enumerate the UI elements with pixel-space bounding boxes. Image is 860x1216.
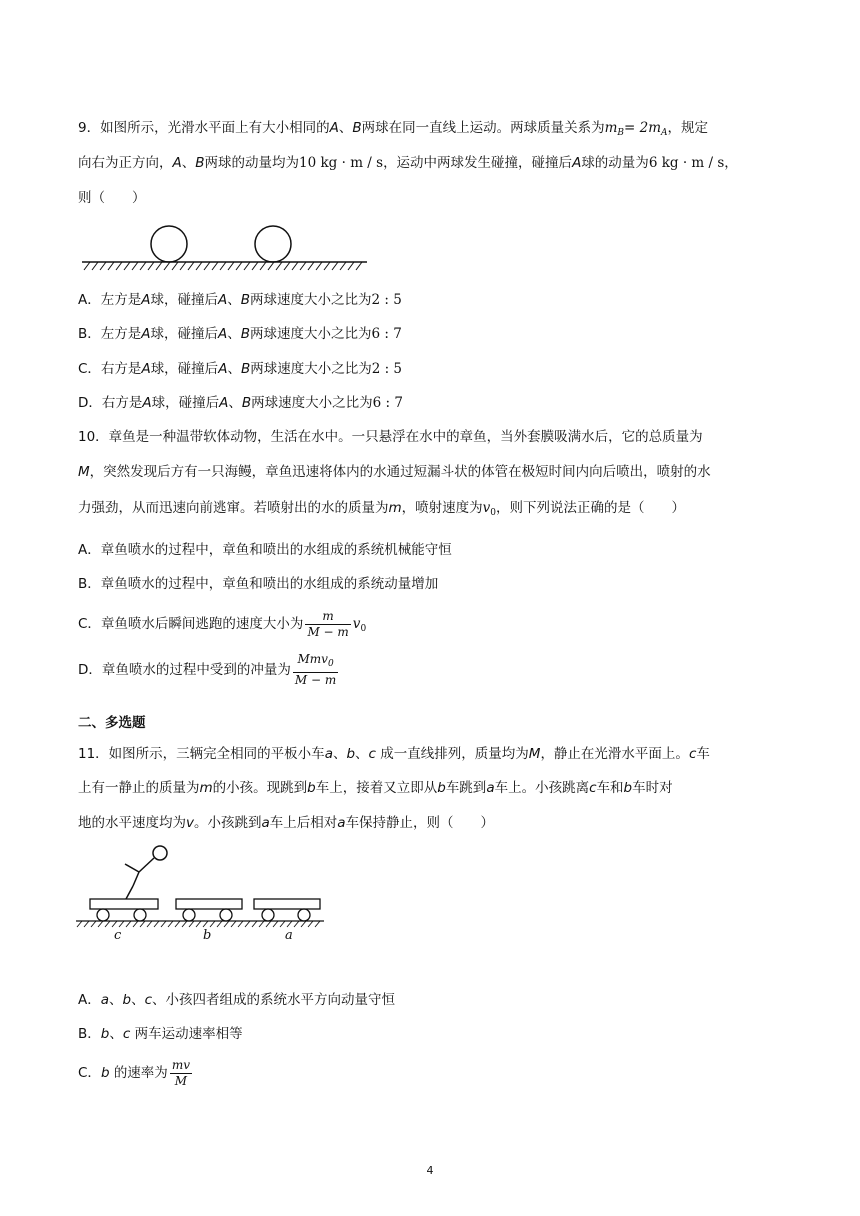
q11-figure-carts-and-child — [76, 842, 331, 942]
q9-option-c[interactable]: C．右方是A球，碰撞后A、B两球速度大小之比为2 : 5 — [78, 361, 403, 377]
q10-d-fraction: $\frac{Mmv_0}{M - m}$ — [294, 652, 337, 687]
q10-option-c[interactable]: C．章鱼喷水后瞬间逃跑的速度大小为 $\frac{m}{M - m}$ $v_0$ — [78, 608, 367, 639]
q11-c-fraction: $\frac{mv}{M}$ — [171, 1057, 190, 1088]
q11-option-c[interactable]: C．b 的速率为 $\frac{mv}{M}$ — [78, 1057, 190, 1088]
q10-stem-line3: 力强劲，从而迅速向前逃窜。若喷射出的水的质量为m，喷射速度为$v_0$，则下列说法正确的是（ ） — [78, 500, 686, 518]
ground-hatching — [77, 921, 320, 927]
q9-figure-balls-on-ground — [82, 222, 372, 272]
q9-option-d[interactable]: D．右方是A球，碰撞后A、B两球速度大小之比为6 : 7 — [78, 395, 403, 411]
q9-option-a[interactable]: A．左方是A球，碰撞后A、B两球速度大小之比为2 : 5 — [78, 292, 402, 308]
q10-stem-line1: 10．章鱼是一种温带软体动物，生活在水中。一只悬浮在水中的章鱼，当外套膜吸满水后，它的总质量为 — [78, 429, 703, 445]
q11-stem-line1: 11．如图所示，三辆完全相同的平板小车a、b、c 成一直线排列，质量均为M，静止在光滑水平面上。c车 — [78, 746, 710, 762]
right-ball — [255, 226, 291, 262]
cart-c — [90, 899, 158, 921]
cart-label-c: c — [114, 928, 122, 942]
cart-label-a: a — [285, 928, 293, 942]
q9-stem-line1: 9．如图所示，光滑水平面上有大小相同的A、B两球在同一直线上运动。两球质量关系为$m_B= 2m_A$，规定 — [78, 120, 709, 138]
q9-stem-line3: 则（ ） — [78, 190, 146, 206]
q11-stem-line2: 上有一静止的质量为m的小孩。现跳到b车上，接着又立即从b车跳到a车上。小孩跳离c车和b车时对 — [78, 780, 673, 796]
q10-option-b[interactable]: B．章鱼喷水的过程中，章鱼和喷出的水组成的系统动量增加 — [78, 576, 439, 592]
child-figure — [125, 846, 167, 899]
page-number: 4 — [426, 1164, 434, 1177]
ground-hatching — [84, 262, 362, 270]
cart-a — [254, 899, 320, 921]
q9-stem-line2: 向右为正方向，A、B两球的动量均为10 kg · m / s，运动中两球发生碰撞，碰撞后A球的动量为6 kg · m / s， — [78, 155, 738, 171]
q10-c-fraction: $\frac{m}{M - m}$ — [307, 608, 349, 639]
q10-stem-line2: M，突然发现后方有一只海鳗，章鱼迅速将体内的水通过短漏斗状的体管在极短时间内向后喷出，喷射的水 — [78, 464, 711, 480]
left-ball — [151, 226, 187, 262]
q10-option-a[interactable]: A．章鱼喷水的过程中，章鱼和喷出的水组成的系统机械能守恒 — [78, 542, 452, 558]
cart-label-b: b — [203, 928, 212, 942]
section-heading-multiple-choice: 二、多选题 — [78, 715, 146, 731]
q10-option-d[interactable]: D．章鱼喷水的过程中受到的冲量为 $\frac{Mmv_0}{M - m}$ — [78, 652, 337, 687]
cart-b — [176, 899, 242, 921]
q11-option-b[interactable]: B．b、c 两车运动速率相等 — [78, 1026, 243, 1042]
q11-stem-line3: 地的水平速度均为v。小孩跳到a车上后相对a车保持静止，则（ ） — [78, 815, 495, 831]
q11-option-a[interactable]: A．a、b、c、小孩四者组成的系统水平方向动量守恒 — [78, 992, 396, 1008]
q9-option-b[interactable]: B．左方是A球，碰撞后A、B两球速度大小之比为6 : 7 — [78, 326, 402, 342]
